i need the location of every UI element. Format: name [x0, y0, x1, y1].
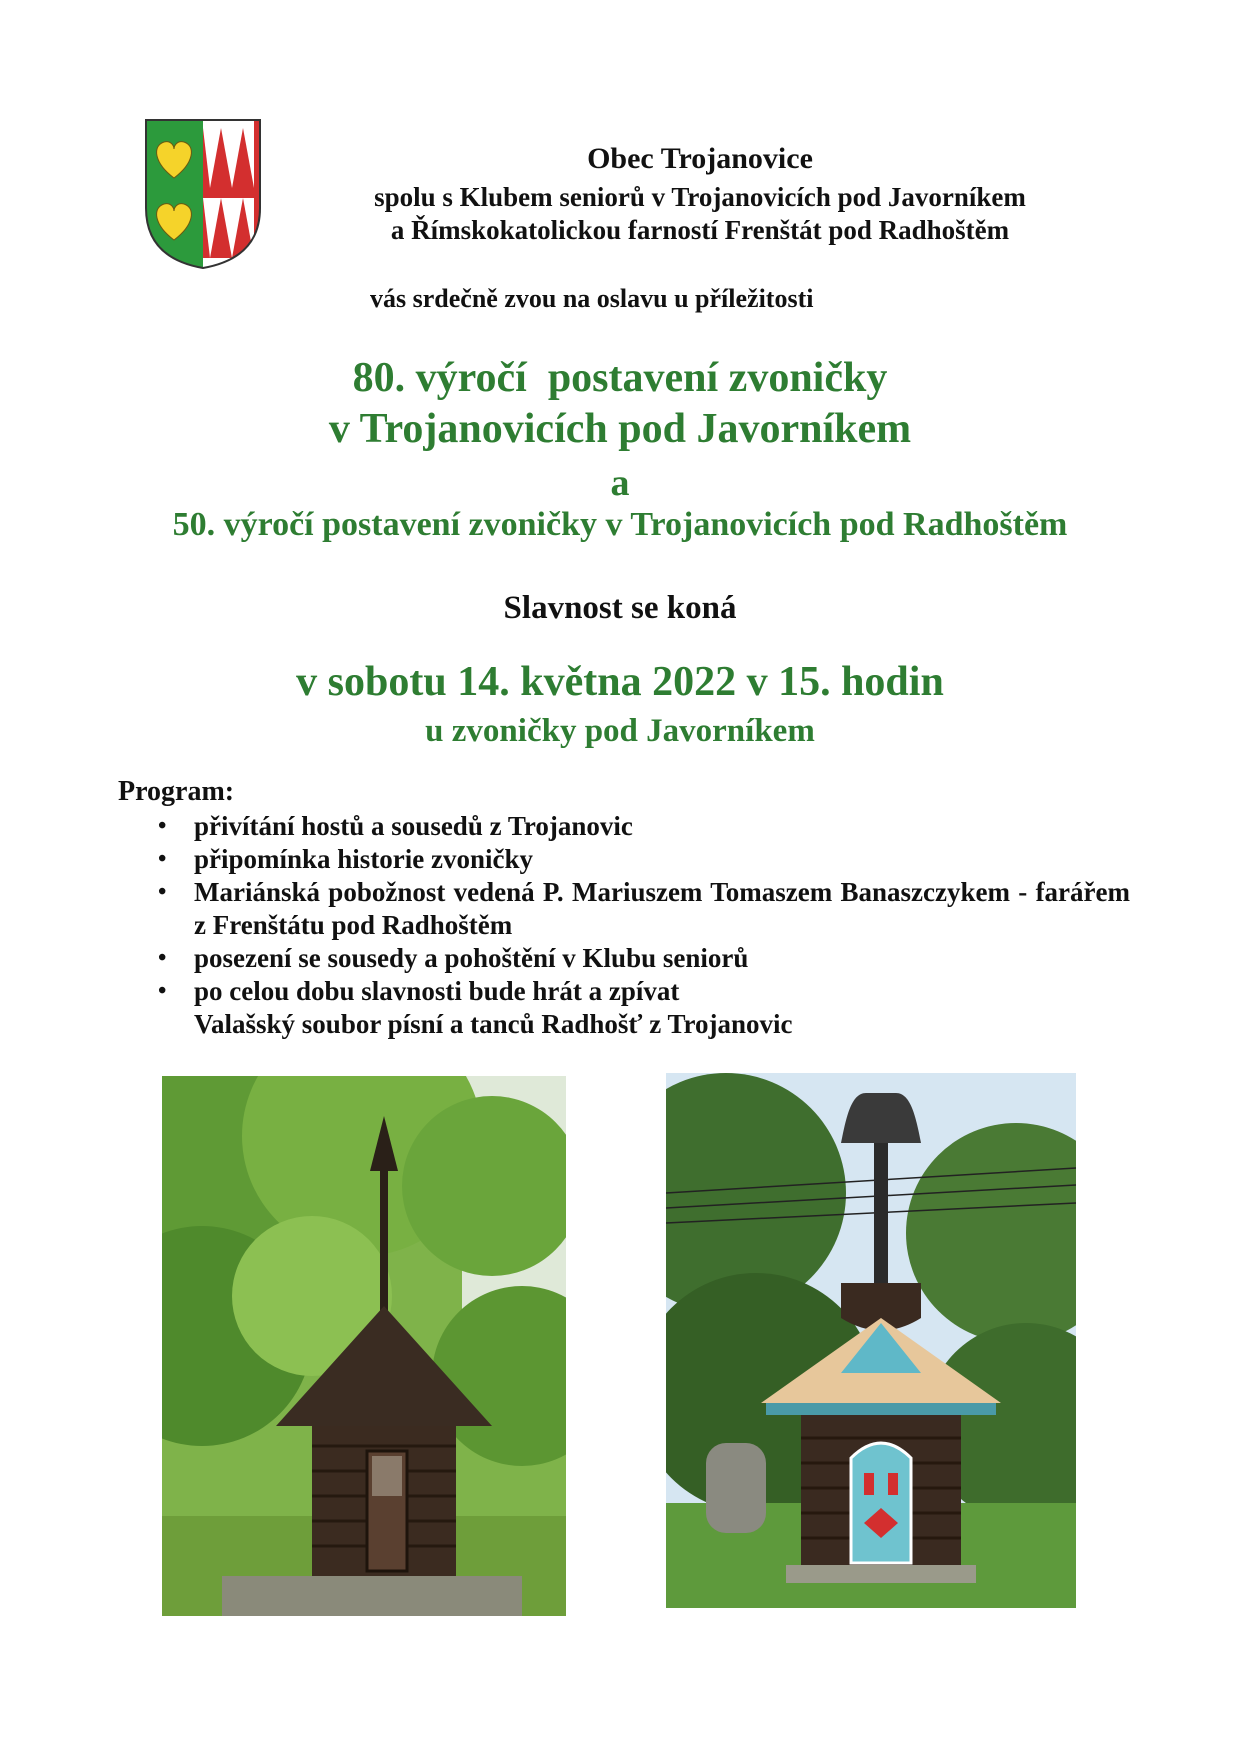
program-item-text: po celou dobu slavnosti bude hrát a zpívat: [194, 976, 680, 1006]
event-date: v sobotu 14. května 2022 v 15. hodin: [296, 659, 944, 705]
program-item-text: posezení se sousedy a pohoštění v Klubu seniorů: [194, 943, 749, 973]
program-list: [118, 810, 1130, 1041]
coat-of-arms-icon: [144, 118, 262, 270]
program-item: [118, 843, 1130, 876]
event-held-label: Slavnost se koná: [503, 590, 737, 626]
program-item: [118, 942, 1130, 975]
program-item: [118, 975, 1130, 1041]
program-item-text: Mariánská pobožnost vedená P. Mariuszem Tomaszem Banaszczykem - farářem z Frenštátu pod Radhoštěm: [194, 877, 1130, 940]
organizer-title: Obec Trojanovice: [587, 142, 813, 175]
program-item: [118, 876, 1130, 942]
wooden-bell-tower-photo: [162, 1076, 566, 1616]
event-title-line-1: 80. výročí postavení zvoničky: [352, 355, 888, 401]
organizer-line-2: spolu s Klubem seniorů v Trojanovicích pod Javorníkem: [374, 182, 1026, 212]
event-title-line-3: 50. výročí postavení zvoničky v Trojanovicích pod Radhoštěm: [172, 506, 1068, 543]
event-title-conjunction: a: [610, 462, 630, 504]
program-title: Program:: [118, 776, 235, 807]
event-place: u zvoničky pod Javorníkem: [425, 713, 815, 749]
invitation-text: vás srdečně zvou na oslavu u příležitosti: [370, 284, 814, 313]
painted-bell-tower-photo: [666, 1073, 1076, 1608]
program-item: [118, 810, 1130, 843]
program-item-text: připomínka historie zvoničky: [194, 844, 534, 874]
event-title-line-2: v Trojanovicích pod Javorníkem: [328, 406, 912, 452]
program-item-text: přivítání hostů a sousedů z Trojanovic: [194, 811, 633, 841]
organizer-line-3: a Římskokatolickou farností Frenštát pod Radhoštěm: [390, 215, 1010, 245]
program-item-text-line-2: Valašský soubor písní a tanců Radhošť z Trojanovic: [194, 1009, 793, 1039]
